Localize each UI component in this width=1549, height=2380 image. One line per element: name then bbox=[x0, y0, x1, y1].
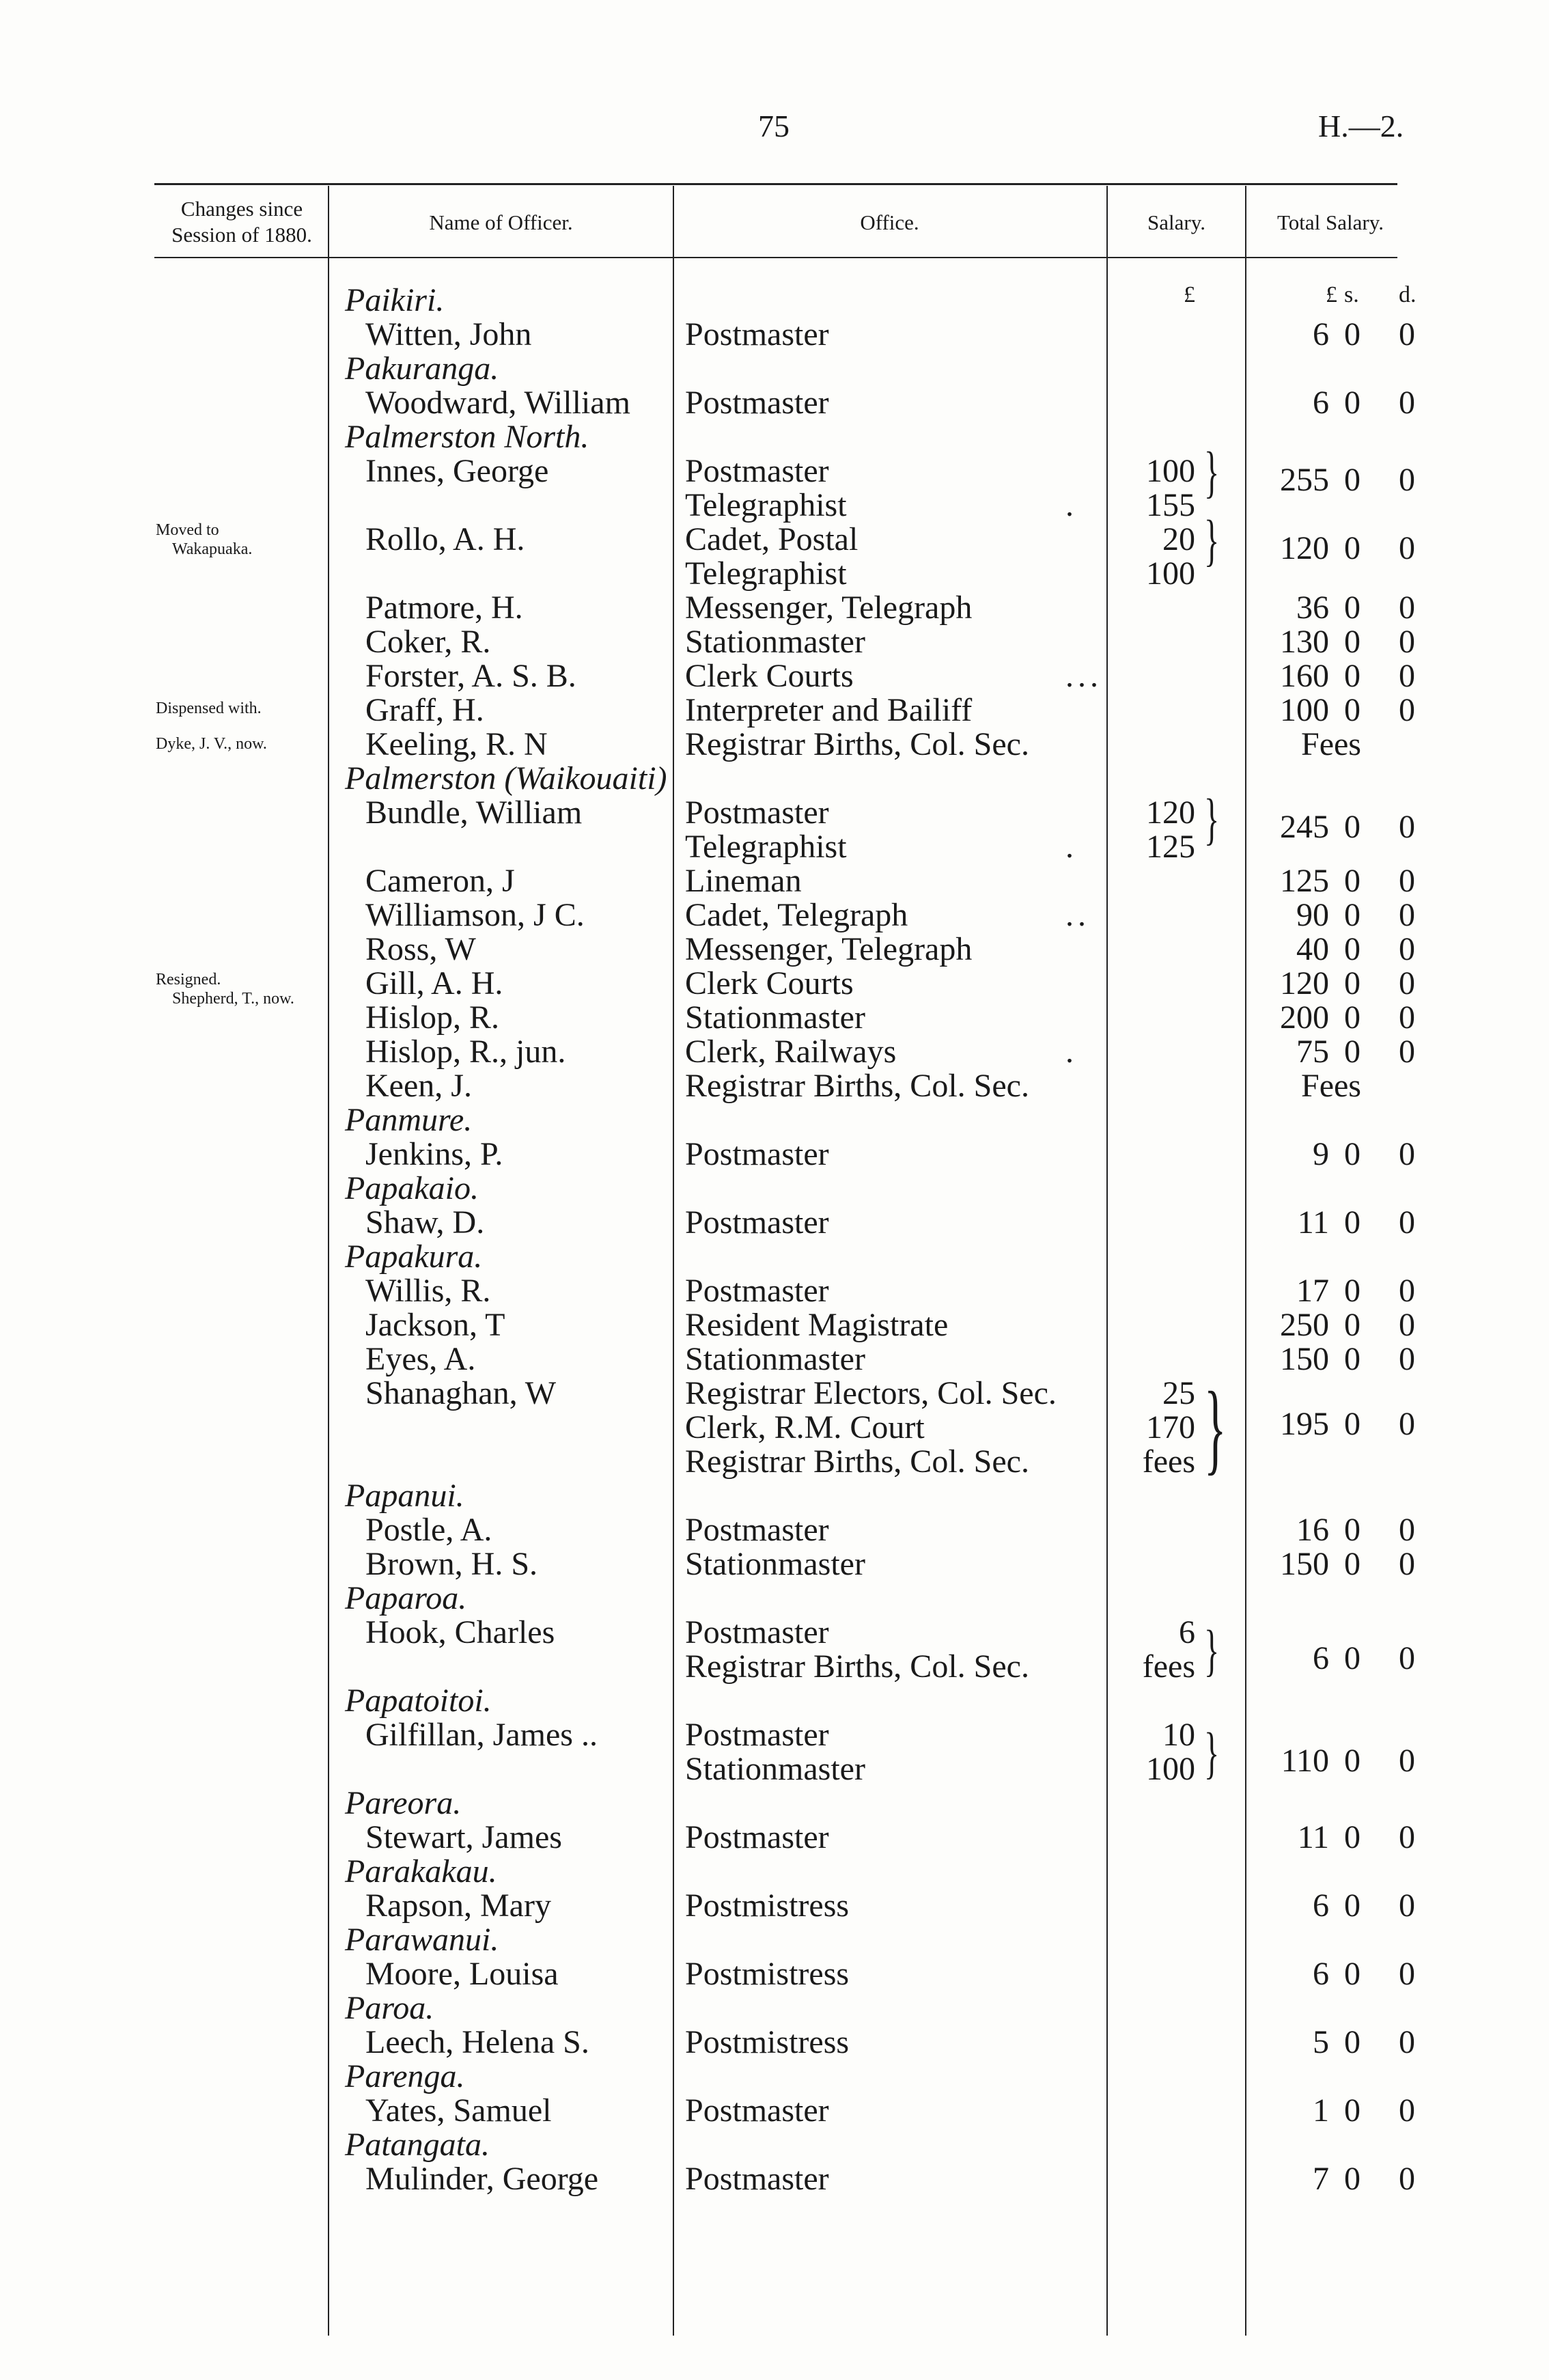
table-row bbox=[0, 1103, 1549, 1137]
total-shillings: 0 bbox=[1344, 863, 1360, 899]
office-title: Messenger, Telegraph bbox=[685, 931, 973, 967]
office-title: Stationmaster bbox=[685, 1341, 865, 1377]
total-pence: 0 bbox=[1399, 1512, 1415, 1548]
table-row bbox=[0, 1684, 1549, 1718]
officer-name: Jenkins, P. bbox=[365, 1136, 503, 1172]
leader-dots: . bbox=[1065, 829, 1078, 865]
total-pounds: 160 bbox=[1280, 658, 1329, 694]
officer-name: Eyes, A. bbox=[365, 1341, 476, 1377]
total-pence: 0 bbox=[1399, 385, 1415, 421]
total-pence: 0 bbox=[1399, 2161, 1415, 2197]
group-total-pounds: 245 bbox=[1280, 809, 1329, 845]
total-pounds: 150 bbox=[1280, 1341, 1329, 1377]
col-head-office: Office. bbox=[860, 210, 919, 234]
total-pence: 0 bbox=[1399, 658, 1415, 694]
brace-gilfillan: } bbox=[1204, 1721, 1220, 1785]
office-title: Postmistress bbox=[685, 1887, 850, 1924]
table-row bbox=[0, 1991, 1549, 2025]
place-heading: Parawanui. bbox=[345, 1922, 499, 1958]
total-shillings: 0 bbox=[1344, 2092, 1360, 2129]
office-title: Postmaster bbox=[685, 1614, 829, 1650]
total-pounds: 16 bbox=[1296, 1512, 1329, 1548]
office-title: Telegraphist bbox=[685, 487, 847, 523]
table-row bbox=[0, 2094, 1549, 2128]
officer-name: Gilfillan, James .. bbox=[365, 1717, 598, 1753]
officer-name: Rapson, Mary bbox=[365, 1887, 551, 1924]
place-heading: Papanui. bbox=[345, 1478, 464, 1514]
office-title: Postmaster bbox=[685, 1204, 829, 1241]
office-title: Registrar Births, Col. Sec. bbox=[685, 1068, 1029, 1104]
officer-name: Shanaghan, W bbox=[365, 1375, 557, 1411]
office-title: Stationmaster bbox=[685, 624, 865, 660]
total-fees: Fees bbox=[1301, 726, 1361, 762]
place-heading: Palmerston North. bbox=[345, 419, 589, 455]
total-pence: 0 bbox=[1399, 1136, 1415, 1172]
leader-dots: ... bbox=[1065, 658, 1102, 694]
brace-bundle: } bbox=[1204, 788, 1220, 851]
office-title: Registrar Electors, Col. Sec. bbox=[685, 1375, 1057, 1411]
place-heading: Palmerston (Waikouaiti) bbox=[345, 760, 667, 797]
office-title: Telegraphist bbox=[685, 555, 847, 592]
group-total-shanaghan bbox=[0, 1407, 1549, 1441]
office-title: Lineman bbox=[685, 863, 802, 899]
office-title: Stationmaster bbox=[685, 1546, 865, 1582]
brace-innes: } bbox=[1204, 441, 1220, 504]
table-row bbox=[0, 591, 1549, 625]
table-row bbox=[0, 659, 1549, 693]
total-pence: 0 bbox=[1399, 1819, 1415, 1855]
office-title: Postmaster bbox=[685, 316, 829, 352]
total-shillings: 0 bbox=[1344, 1956, 1360, 1992]
office-title: Cadet, Telegraph bbox=[685, 897, 908, 933]
office-title: Postmaster bbox=[685, 1717, 829, 1753]
office-title: Registrar Births, Col. Sec. bbox=[685, 726, 1029, 762]
group-total-shillings: 0 bbox=[1344, 530, 1360, 566]
officer-name: Postle, A. bbox=[365, 1512, 492, 1548]
total-pounds: 6 bbox=[1313, 385, 1329, 421]
officer-name: Williamson, J C. bbox=[365, 897, 585, 933]
officer-name: Keen, J. bbox=[365, 1068, 472, 1104]
change-note bbox=[156, 699, 262, 718]
office-title: Postmaster bbox=[685, 385, 829, 421]
total-shillings: 0 bbox=[1344, 692, 1360, 728]
group-total-shillings: 0 bbox=[1344, 1743, 1360, 1779]
officer-name: Woodward, William bbox=[365, 385, 630, 421]
total-shillings: 0 bbox=[1344, 590, 1360, 626]
salary-value: fees bbox=[1142, 1443, 1195, 1480]
table-row bbox=[0, 1069, 1549, 1103]
office-title: Postmaster bbox=[685, 1512, 829, 1548]
group-total-shillings: 0 bbox=[1344, 462, 1360, 498]
place-heading: Paparoa. bbox=[345, 1580, 467, 1616]
group-total-shillings: 0 bbox=[1344, 1406, 1360, 1442]
table-row bbox=[0, 1308, 1549, 1342]
office-title: Registrar Births, Col. Sec. bbox=[685, 1443, 1029, 1480]
salary-value: fees bbox=[1142, 1648, 1195, 1685]
place-heading: Pakuranga. bbox=[345, 350, 499, 387]
col-head-name: Name of Officer. bbox=[429, 210, 573, 234]
group-total-gilfillan bbox=[0, 1744, 1549, 1778]
office-title: Clerk, R.M. Court bbox=[685, 1409, 925, 1445]
table-row bbox=[0, 1479, 1549, 1513]
table-row bbox=[0, 762, 1549, 796]
office-title: Cadet, Postal bbox=[685, 521, 859, 557]
total-pence: 0 bbox=[1399, 590, 1415, 626]
table-row bbox=[0, 1821, 1549, 1855]
header-bottom-rule bbox=[154, 257, 1397, 258]
table-row bbox=[0, 318, 1549, 352]
table-row bbox=[0, 1786, 1549, 1821]
col-head-changes: Changes since Session of 1880. bbox=[171, 197, 312, 247]
total-pounds: 150 bbox=[1280, 1546, 1329, 1582]
total-shillings: 0 bbox=[1344, 931, 1360, 967]
table-row bbox=[0, 1445, 1549, 1479]
unit-shilling: s. bbox=[1344, 282, 1359, 307]
place-heading: Paroa. bbox=[345, 1990, 434, 2026]
table-row bbox=[0, 1923, 1549, 1957]
table-row bbox=[0, 1240, 1549, 1274]
total-shillings: 0 bbox=[1344, 1273, 1360, 1309]
unit-pound-total: £ bbox=[1326, 282, 1337, 307]
table-row bbox=[0, 1137, 1549, 1172]
group-total-pence: 0 bbox=[1399, 809, 1415, 845]
total-pence: 0 bbox=[1399, 692, 1415, 728]
officer-name: Gill, A. H. bbox=[365, 965, 503, 1001]
place-heading: Papakura. bbox=[345, 1239, 483, 1275]
table-row bbox=[0, 1206, 1549, 1240]
total-pounds: 90 bbox=[1296, 897, 1329, 933]
officer-name: Mulinder, George bbox=[365, 2161, 599, 2197]
total-shillings: 0 bbox=[1344, 1819, 1360, 1855]
total-shillings: 0 bbox=[1344, 999, 1360, 1036]
place-heading: Paikiri. bbox=[345, 282, 445, 318]
officer-name: Willis, R. bbox=[365, 1273, 491, 1309]
table-row bbox=[0, 2128, 1549, 2162]
total-pence: 0 bbox=[1399, 931, 1415, 967]
group-total-hook bbox=[0, 1642, 1549, 1676]
office-title: Postmaster bbox=[685, 1136, 829, 1172]
group-total-pence: 0 bbox=[1399, 1406, 1415, 1442]
total-pounds: 17 bbox=[1296, 1273, 1329, 1309]
officer-name: Graff, H. bbox=[365, 692, 484, 728]
table-row bbox=[0, 1342, 1549, 1376]
office-title: Clerk Courts bbox=[685, 965, 854, 1001]
table-row bbox=[0, 2060, 1549, 2094]
office-title: Postmaster bbox=[685, 2092, 829, 2129]
place-heading: Patangata. bbox=[345, 2127, 490, 2163]
salary-value: 125 bbox=[1146, 829, 1195, 865]
total-pence: 0 bbox=[1399, 2024, 1415, 2060]
total-pounds: 11 bbox=[1297, 1819, 1329, 1855]
total-shillings: 0 bbox=[1344, 1034, 1360, 1070]
total-pence: 0 bbox=[1399, 1341, 1415, 1377]
leader-dots: .. bbox=[1065, 897, 1090, 933]
table-row bbox=[0, 1274, 1549, 1308]
officer-name: Innes, George bbox=[365, 453, 549, 489]
office-title: Stationmaster bbox=[685, 1751, 865, 1787]
table-row bbox=[0, 420, 1549, 454]
office-title: Clerk Courts bbox=[685, 658, 854, 694]
officer-name: Witten, John bbox=[365, 316, 532, 352]
office-title: Resident Magistrate bbox=[685, 1307, 949, 1343]
group-total-pounds: 6 bbox=[1313, 1640, 1329, 1676]
office-title: Clerk, Railways bbox=[685, 1034, 897, 1070]
officer-name: Forster, A. S. B. bbox=[365, 658, 576, 694]
officer-name: Cameron, J bbox=[365, 863, 515, 899]
total-pence: 0 bbox=[1399, 1887, 1415, 1924]
total-pence: 0 bbox=[1399, 897, 1415, 933]
place-heading: Pareora. bbox=[345, 1785, 462, 1821]
brace-hook: } bbox=[1204, 1619, 1220, 1683]
table-row bbox=[0, 1581, 1549, 1616]
total-pounds: 6 bbox=[1313, 316, 1329, 352]
group-total-pence: 0 bbox=[1399, 530, 1415, 566]
group-total-pounds: 110 bbox=[1281, 1743, 1329, 1779]
officer-name: Leech, Helena S. bbox=[365, 2024, 589, 2060]
office-title: Postmistress bbox=[685, 2024, 850, 2060]
total-pounds: 125 bbox=[1280, 863, 1329, 899]
group-total-pence: 0 bbox=[1399, 462, 1415, 498]
total-pence: 0 bbox=[1399, 316, 1415, 352]
total-pounds: 130 bbox=[1280, 624, 1329, 660]
total-pounds: 40 bbox=[1296, 931, 1329, 967]
change-line: Wakapuaka. bbox=[172, 540, 253, 558]
table-row bbox=[0, 898, 1549, 932]
total-shillings: 0 bbox=[1344, 2024, 1360, 2060]
officer-name: Hislop, R., jun. bbox=[365, 1034, 566, 1070]
group-total-innes bbox=[0, 463, 1549, 497]
total-shillings: 0 bbox=[1344, 1204, 1360, 1241]
total-shillings: 0 bbox=[1344, 1136, 1360, 1172]
change-line: Shepherd, T., now. bbox=[172, 990, 294, 1008]
change-note bbox=[156, 734, 267, 753]
total-pounds: 100 bbox=[1280, 692, 1329, 728]
officer-name: Ross, W bbox=[365, 931, 476, 967]
table-row bbox=[0, 283, 1549, 318]
total-shillings: 0 bbox=[1344, 316, 1360, 352]
group-total-bundle bbox=[0, 810, 1549, 844]
officer-name: Rollo, A. H. bbox=[365, 521, 525, 557]
officer-name: Patmore, H. bbox=[365, 590, 523, 626]
total-pounds: 6 bbox=[1313, 1887, 1329, 1924]
office-title: Postmistress bbox=[685, 1956, 850, 1992]
total-shillings: 0 bbox=[1344, 2161, 1360, 2197]
officer-name: Hislop, R. bbox=[365, 999, 500, 1036]
officer-name: Brown, H. S. bbox=[365, 1546, 538, 1582]
salary-value: 20 bbox=[1162, 521, 1195, 557]
brace-rollo: } bbox=[1204, 509, 1220, 572]
officer-name: Jackson, T bbox=[365, 1307, 505, 1343]
total-shillings: 0 bbox=[1344, 1546, 1360, 1582]
office-title: Stationmaster bbox=[685, 999, 865, 1036]
table-row bbox=[0, 1547, 1549, 1581]
group-total-shillings: 0 bbox=[1344, 1640, 1360, 1676]
salary-value: 10 bbox=[1162, 1717, 1195, 1753]
officer-name: Stewart, James bbox=[365, 1819, 562, 1855]
total-shillings: 0 bbox=[1344, 1512, 1360, 1548]
officer-name: Keeling, R. N bbox=[365, 726, 548, 762]
office-title: Postmaster bbox=[685, 453, 829, 489]
col-head-total: Total Salary. bbox=[1277, 210, 1384, 234]
col-head-salary: Salary. bbox=[1147, 210, 1205, 234]
page-number: 75 bbox=[758, 109, 790, 143]
table-row bbox=[0, 864, 1549, 898]
unit-pence: d. bbox=[1399, 282, 1417, 307]
group-total-pounds: 195 bbox=[1280, 1406, 1329, 1442]
table-row bbox=[0, 1035, 1549, 1069]
salary-value: 6 bbox=[1179, 1614, 1195, 1650]
officer-name: Moore, Louisa bbox=[365, 1956, 559, 1992]
change-line: Moved to bbox=[156, 521, 219, 539]
change-line: Dyke, J. V., now. bbox=[156, 735, 267, 753]
total-shillings: 0 bbox=[1344, 1887, 1360, 1924]
total-pounds: 1 bbox=[1313, 2092, 1329, 2129]
total-pence: 0 bbox=[1399, 1034, 1415, 1070]
total-pounds: 5 bbox=[1313, 2024, 1329, 2060]
total-pence: 0 bbox=[1399, 1273, 1415, 1309]
total-fees: Fees bbox=[1301, 1068, 1361, 1104]
office-title: Postmaster bbox=[685, 2161, 829, 2197]
table-row bbox=[0, 1889, 1549, 1923]
group-total-pence: 0 bbox=[1399, 1640, 1415, 1676]
total-shillings: 0 bbox=[1344, 897, 1360, 933]
salary-value: 25 bbox=[1162, 1375, 1195, 1411]
table-row bbox=[0, 1513, 1549, 1547]
place-heading: Parakakau. bbox=[345, 1853, 497, 1890]
change-note bbox=[156, 521, 252, 559]
table-row bbox=[0, 2162, 1549, 2196]
table-row bbox=[0, 625, 1549, 659]
total-pence: 0 bbox=[1399, 1956, 1415, 1992]
table-row bbox=[0, 352, 1549, 386]
place-heading: Papatoitoi. bbox=[345, 1683, 492, 1719]
salary-value: 100 bbox=[1146, 453, 1195, 489]
salary-value: 155 bbox=[1146, 487, 1195, 523]
group-total-pounds: 120 bbox=[1280, 530, 1329, 566]
total-shillings: 0 bbox=[1344, 624, 1360, 660]
total-pounds: 75 bbox=[1296, 1034, 1329, 1070]
change-note bbox=[156, 970, 294, 1008]
unit-pound: £ bbox=[1184, 282, 1195, 307]
leader-dots: . bbox=[1065, 1034, 1078, 1070]
total-pence: 0 bbox=[1399, 624, 1415, 660]
total-pence: 0 bbox=[1399, 1307, 1415, 1343]
salary-value: 170 bbox=[1146, 1409, 1195, 1445]
total-pence: 0 bbox=[1399, 999, 1415, 1036]
total-pounds: 6 bbox=[1313, 1956, 1329, 1992]
brace-shanaghan: } bbox=[1204, 1371, 1227, 1484]
total-pounds: 11 bbox=[1297, 1204, 1329, 1241]
officer-name: Shaw, D. bbox=[365, 1204, 485, 1241]
group-total-shillings: 0 bbox=[1344, 809, 1360, 845]
total-pounds: 200 bbox=[1280, 999, 1329, 1036]
place-heading: Parenga. bbox=[345, 2058, 465, 2094]
total-pounds: 120 bbox=[1280, 965, 1329, 1001]
salary-value: 100 bbox=[1146, 1751, 1195, 1787]
table-row bbox=[0, 1172, 1549, 1206]
office-title: Registrar Births, Col. Sec. bbox=[685, 1648, 1029, 1685]
leader-dots: . bbox=[1065, 487, 1078, 523]
total-shillings: 0 bbox=[1344, 385, 1360, 421]
table-row bbox=[0, 1957, 1549, 1991]
office-title: Postmaster bbox=[685, 1273, 829, 1309]
office-title: Telegraphist bbox=[685, 829, 847, 865]
change-line: Dispensed with. bbox=[156, 700, 262, 717]
total-pence: 0 bbox=[1399, 1546, 1415, 1582]
officer-name: Bundle, William bbox=[365, 794, 583, 831]
total-shillings: 0 bbox=[1344, 658, 1360, 694]
total-pence: 0 bbox=[1399, 2092, 1415, 2129]
table-row bbox=[0, 386, 1549, 420]
header-top-rule bbox=[154, 183, 1397, 185]
change-line: Resigned. bbox=[156, 971, 221, 988]
office-title: Postmaster bbox=[685, 1819, 829, 1855]
total-shillings: 0 bbox=[1344, 1341, 1360, 1377]
total-pounds: 250 bbox=[1280, 1307, 1329, 1343]
officer-name: Hook, Charles bbox=[365, 1614, 555, 1650]
document-reference: H.—2. bbox=[1318, 109, 1404, 143]
total-pounds: 7 bbox=[1313, 2161, 1329, 2197]
group-total-pence: 0 bbox=[1399, 1743, 1415, 1779]
total-pounds: 9 bbox=[1313, 1136, 1329, 1172]
table-row bbox=[0, 2025, 1549, 2060]
total-pence: 0 bbox=[1399, 863, 1415, 899]
total-shillings: 0 bbox=[1344, 1307, 1360, 1343]
officer-name: Coker, R. bbox=[365, 624, 491, 660]
office-title: Postmaster bbox=[685, 794, 829, 831]
table-row bbox=[0, 932, 1549, 967]
salary-value: 120 bbox=[1146, 794, 1195, 831]
total-pence: 0 bbox=[1399, 1204, 1415, 1241]
total-shillings: 0 bbox=[1344, 965, 1360, 1001]
salary-value: 100 bbox=[1146, 555, 1195, 592]
total-pounds: 36 bbox=[1296, 590, 1329, 626]
total-pence: 0 bbox=[1399, 965, 1415, 1001]
place-heading: Panmure. bbox=[345, 1102, 473, 1138]
group-total-pounds: 255 bbox=[1280, 462, 1329, 498]
officer-name: Yates, Samuel bbox=[365, 2092, 552, 2129]
office-title: Messenger, Telegraph bbox=[685, 590, 973, 626]
table-row bbox=[0, 1855, 1549, 1889]
office-title: Interpreter and Bailiff bbox=[685, 692, 973, 728]
place-heading: Papakaio. bbox=[345, 1170, 479, 1206]
